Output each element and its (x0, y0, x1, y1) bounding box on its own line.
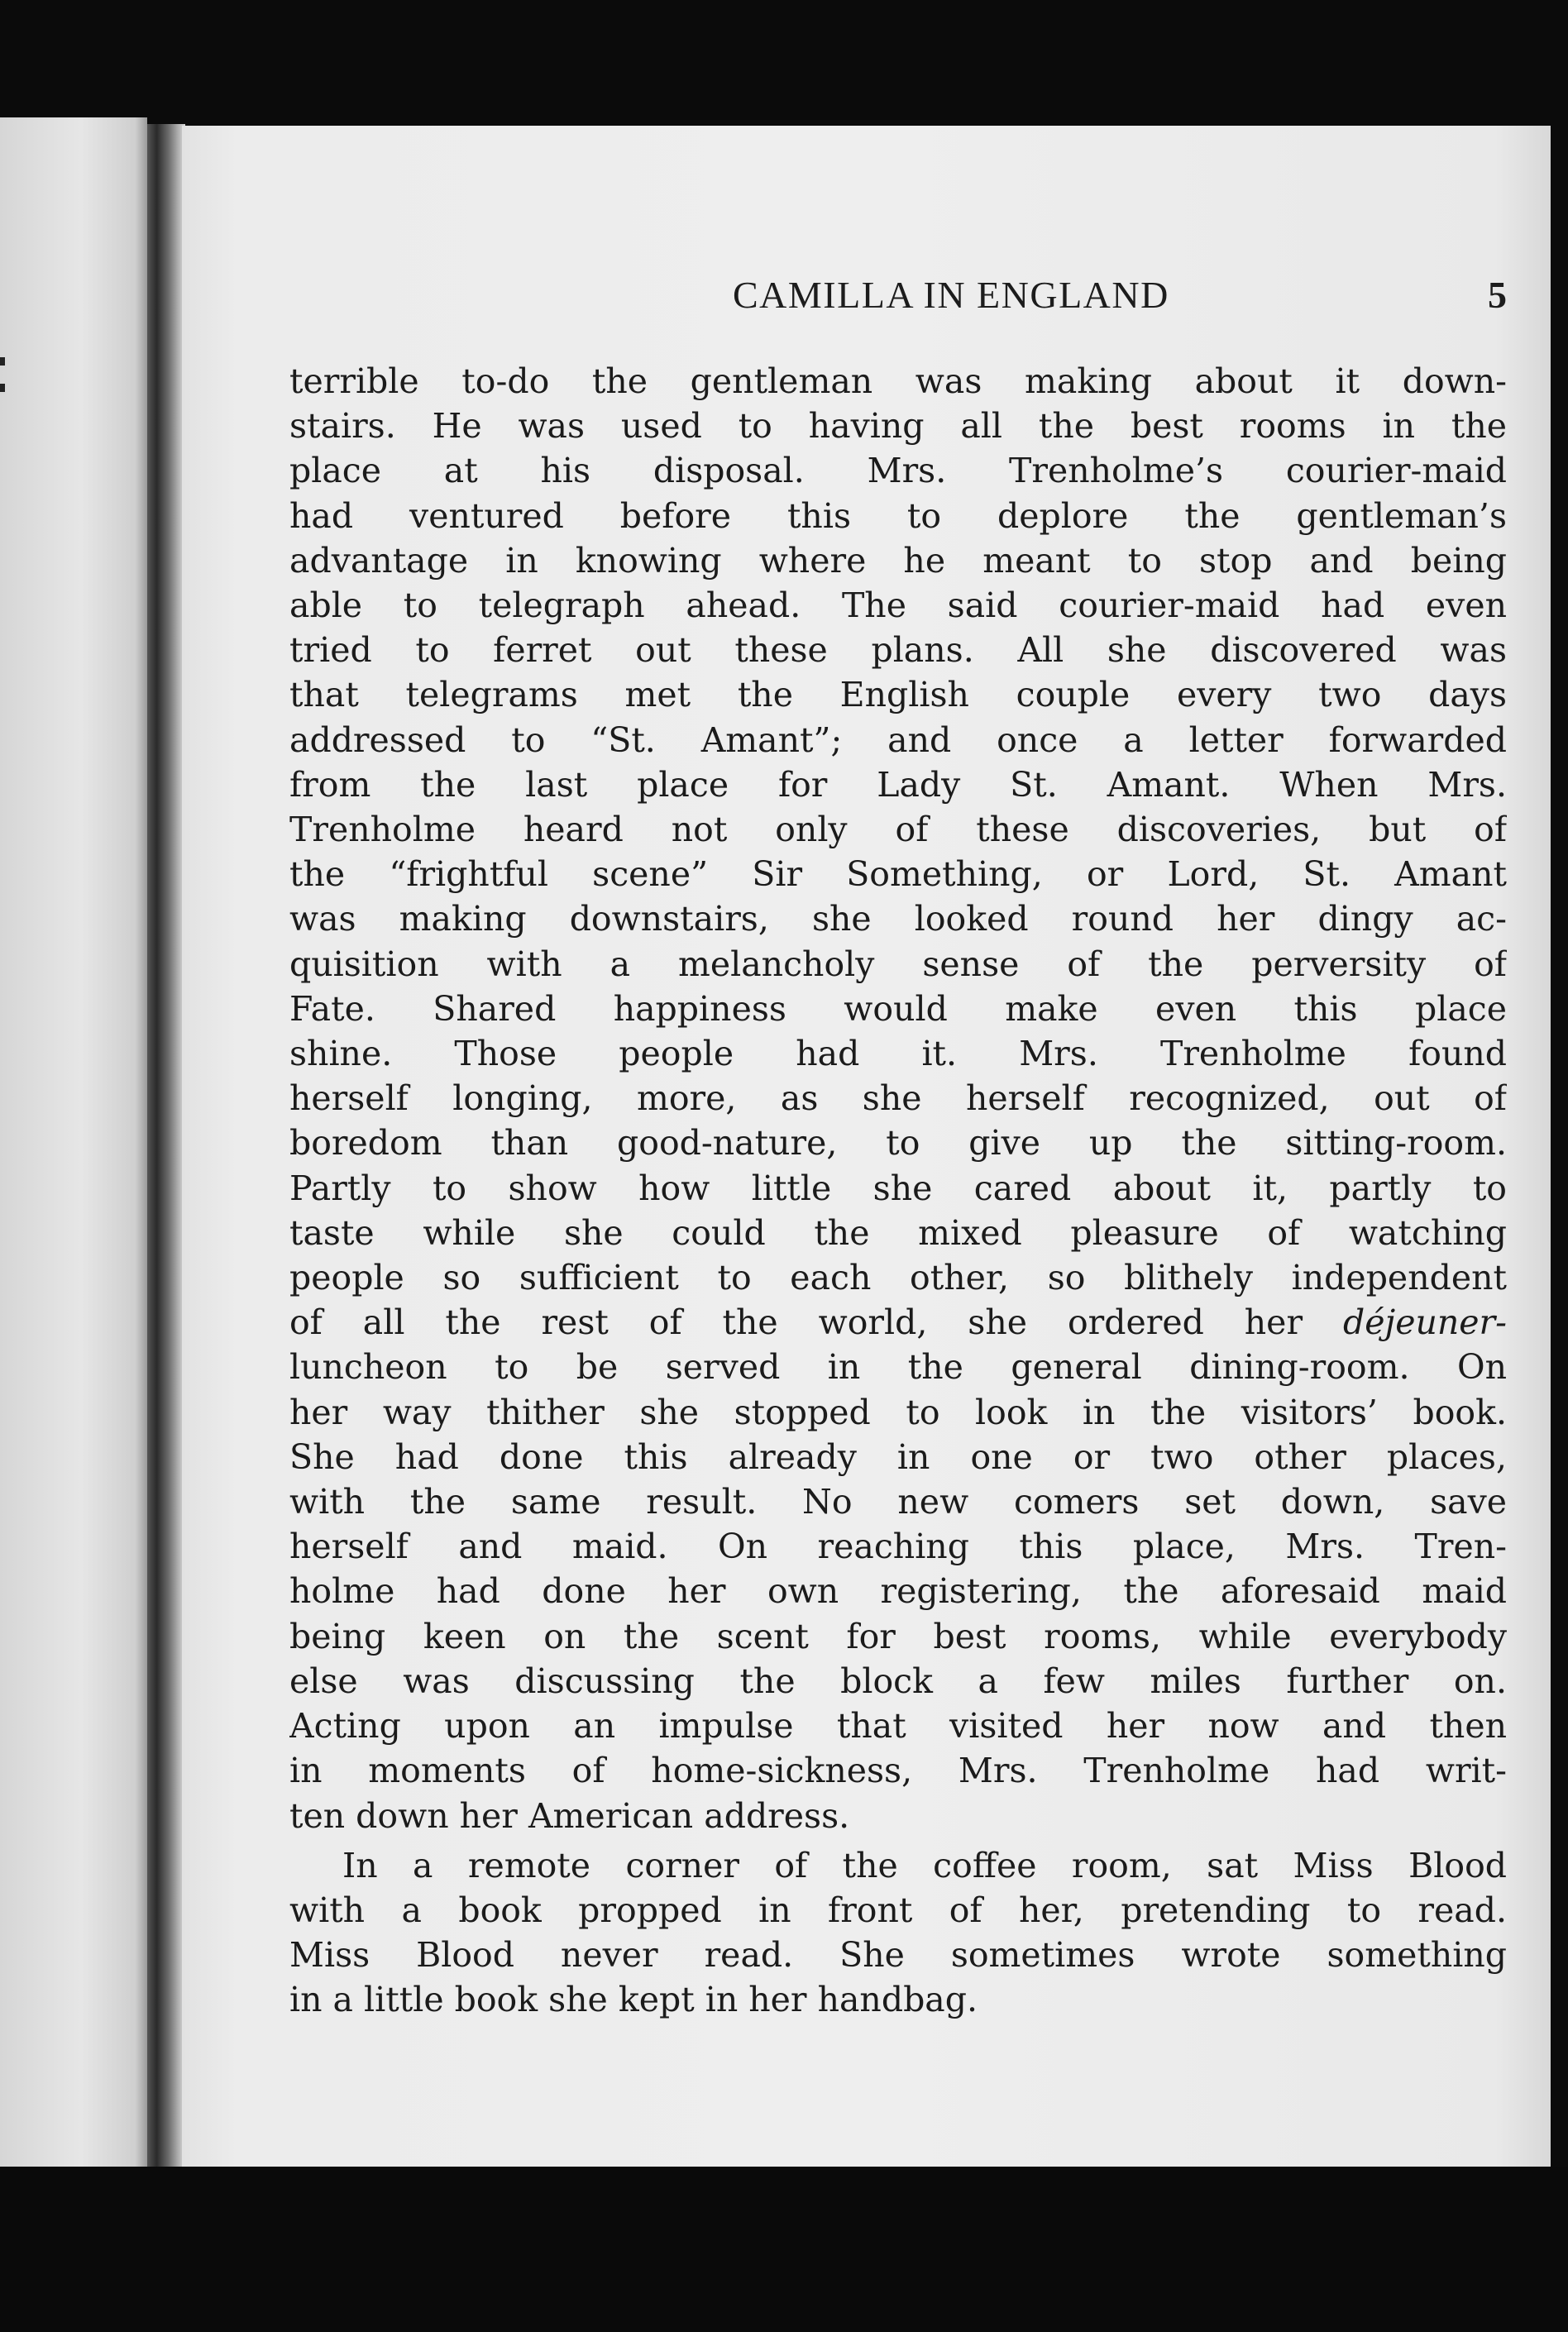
text-line: ten down her American address. (289, 1795, 850, 1836)
text-line: luncheon to be served in the general dining-room. On (289, 1347, 1507, 1388)
text-line: Partly to show how little she cared about it, partly to (289, 1168, 1507, 1208)
text-line: in a little book she kept in her handbag. (289, 1980, 978, 2020)
text-line: people so sufficient to each other, so blithely independent (289, 1258, 1507, 1298)
running-title: CAMILLA IN ENGLAND (733, 274, 1169, 316)
body-text (289, 359, 1507, 2023)
text-line: advantage in knowing where he meant to stop and being (289, 540, 1507, 581)
text-line: of all the rest of the world, she ordered her déjeuner- (289, 1302, 1507, 1343)
scan-background (0, 2167, 1568, 2332)
text-line: holme had done her own registering, the aforesaid maid (289, 1571, 1507, 1612)
text-line: stairs. He was used to having all the best rooms in the (289, 406, 1507, 447)
text-line: with a book propped in front of her, pretending to read. (289, 1890, 1507, 1930)
text-line: taste while she could the mixed pleasure of watching (289, 1212, 1507, 1253)
text-line: Miss Blood never read. She sometimes wrote something (289, 1935, 1507, 1976)
text-line: her way thither she stopped to look in the visitors’ book. (289, 1392, 1507, 1432)
text-line: herself and maid. On reaching this place, Mrs. Tren- (289, 1527, 1507, 1567)
text-line: Fate. Shared happiness would make even this place (289, 988, 1507, 1029)
text-line: that telegrams met the English couple every two days (289, 675, 1507, 715)
text-line: herself longing, more, as she herself recognized, out of (289, 1078, 1507, 1119)
text-line: In a remote corner of the coffee room, sat Miss Blood (342, 1845, 1507, 1885)
text-line: addressed to “St. Amant”; and once a letter forwarded (289, 719, 1507, 760)
page-header (289, 273, 1507, 323)
text-line: Acting upon an impulse that visited her now and then (289, 1706, 1507, 1747)
book-gutter (147, 124, 185, 2175)
text-line: was making downstairs, she looked round her dingy ac- (289, 899, 1507, 939)
text-line: shine. Those people had it. Mrs. Trenholme found (289, 1034, 1507, 1074)
text-line: tried to ferret out these plans. All she discovered was (289, 630, 1507, 671)
text-line: in moments of home-sickness, Mrs. Trenholme had writ- (289, 1751, 1507, 1791)
italic-word: déjeuner- (1342, 1302, 1507, 1343)
text-line: boredom than good-nature, to give up the sitting-room. (289, 1123, 1507, 1164)
text-line: the “frightful scene” Sir Something, or Lord, St. Amant (289, 854, 1507, 895)
text-line: terrible to-do the gentleman was making about it down- (289, 361, 1507, 401)
text-line: being keen on the scent for best rooms, while everybody (289, 1616, 1507, 1656)
previous-page-edge (0, 117, 147, 2177)
text-line: had ventured before this to deplore the gentleman’s (289, 495, 1507, 536)
page-number: 5 (1488, 274, 1507, 316)
text-line: able to telegraph ahead. The said courier-maid had even (289, 585, 1507, 626)
book-page (182, 126, 1551, 2167)
text-line: else was discussing the block a few miles further on. (289, 1661, 1507, 1701)
text-line: She had done this already in one or two other places, (289, 1436, 1507, 1477)
text-line: from the last place for Lady St. Amant. When Mrs. (289, 764, 1507, 805)
paragraph (289, 1843, 1507, 2023)
text-line: with the same result. No new comers set down, save (289, 1482, 1507, 1522)
text-line: quisition with a melancholy sense of the perversity of (289, 944, 1507, 984)
previous-page-mark (0, 384, 5, 392)
text-line: place at his disposal. Mrs. Trenholme’s courier-maid (289, 451, 1507, 491)
text-line: Trenholme heard not only of these discoveries, but of (289, 810, 1507, 850)
paragraph (289, 359, 1507, 1838)
previous-page-mark (0, 357, 5, 366)
